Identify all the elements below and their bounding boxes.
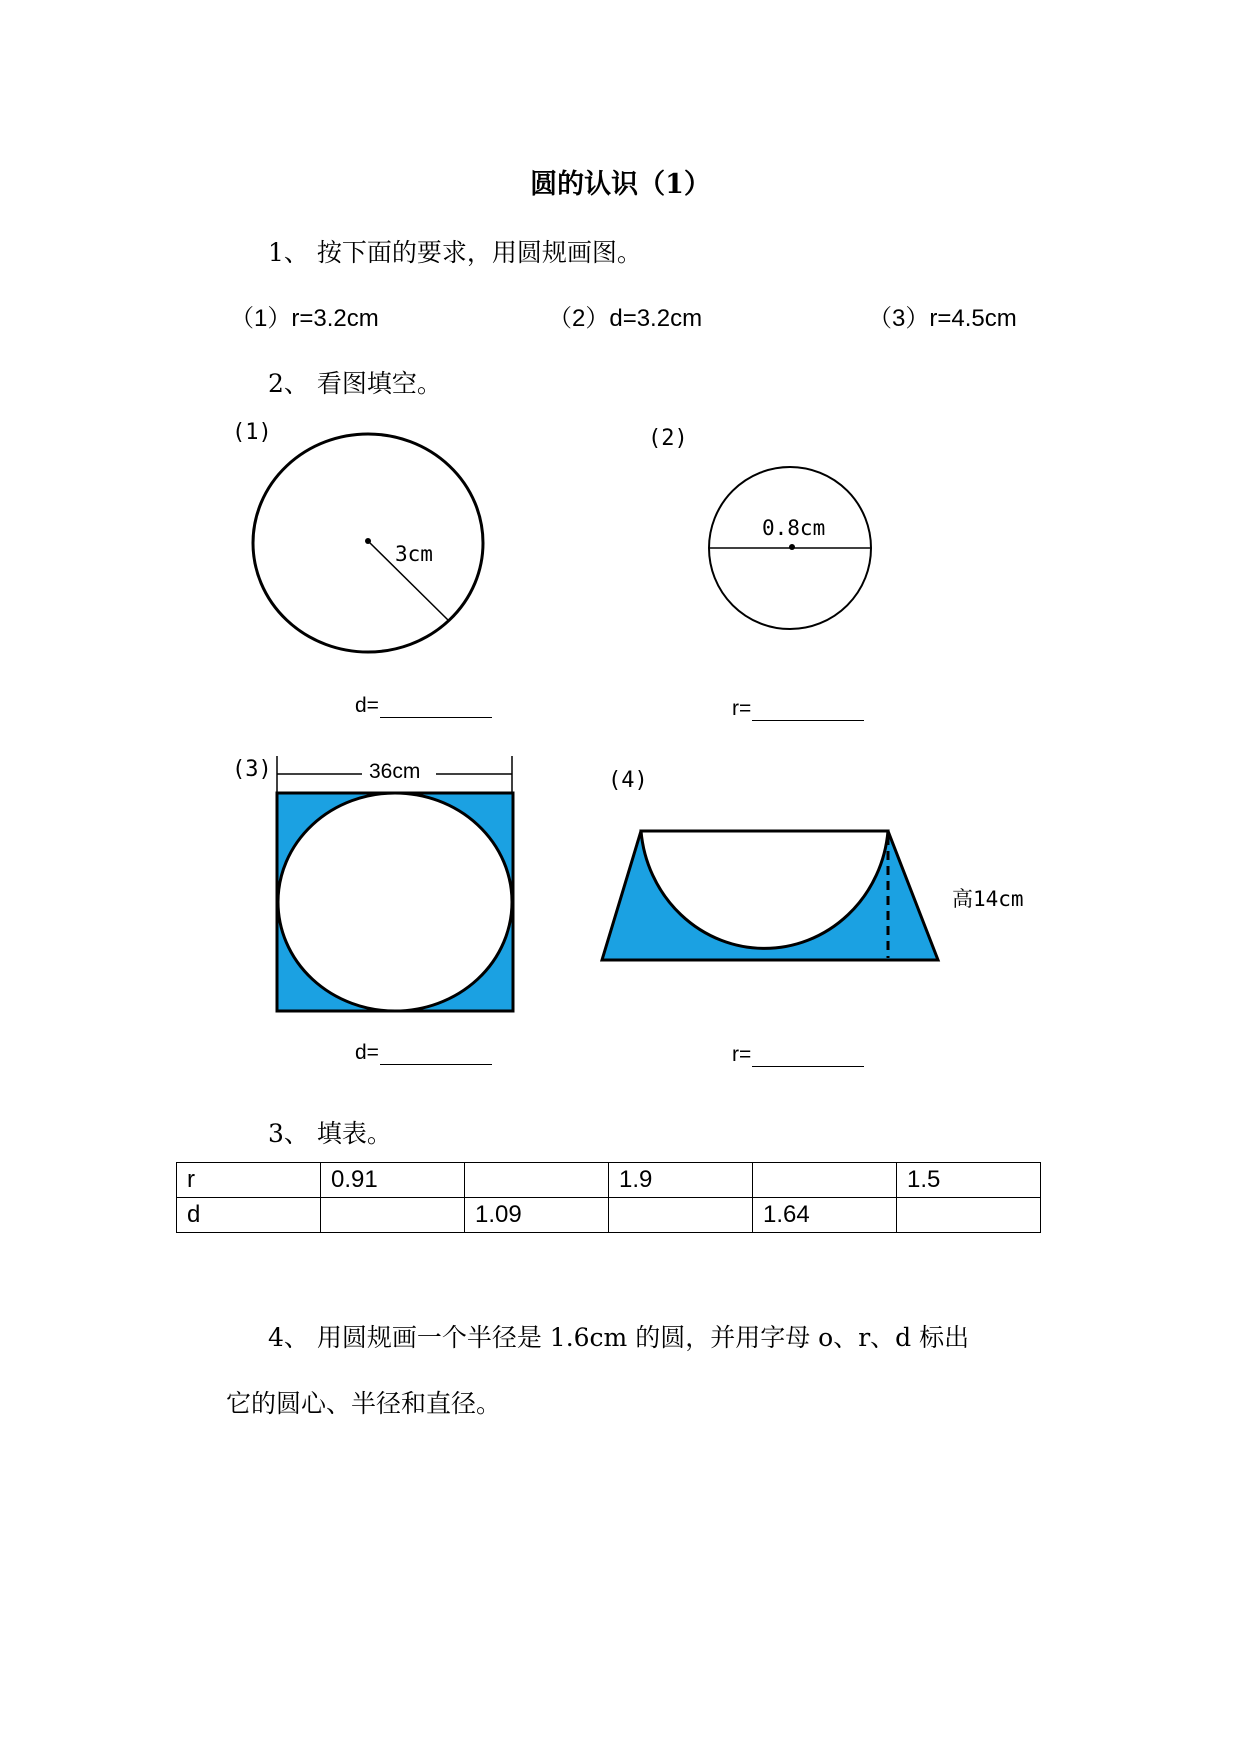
fig4-measure: 高14cm: [952, 887, 1024, 911]
fig1-answer: [355, 694, 492, 718]
fig3-label: (3): [232, 757, 272, 782]
table-cell: 1.9: [609, 1163, 753, 1198]
table-cell: 1.09: [465, 1198, 609, 1233]
fig3-answer: [355, 1041, 492, 1065]
table-row-r: [177, 1163, 1041, 1198]
fig2-center-dot: [789, 544, 795, 550]
fig1-answer-blank[interactable]: [380, 697, 492, 718]
fig2-measure: 0.8cm: [762, 516, 826, 540]
table-cell: r: [177, 1163, 321, 1198]
fig2-label: (2): [648, 426, 688, 451]
question-2: 2、 看图填空。: [268, 369, 442, 398]
fig1-label: (1): [232, 420, 272, 445]
question-1: 1、 按下面的要求，用圆规画图。: [268, 238, 642, 267]
table-cell-blank[interactable]: [465, 1163, 609, 1198]
table-cell-blank[interactable]: [753, 1163, 897, 1198]
fig2-answer-blank[interactable]: [752, 700, 864, 721]
q1-item-2: （2）d=3.2cm: [548, 305, 703, 332]
fig3-answer-blank[interactable]: [380, 1044, 492, 1065]
question-3: 3、 填表。: [268, 1119, 392, 1148]
q1-item-3: （3）r=4.5cm: [868, 305, 1017, 332]
table-cell: d: [177, 1198, 321, 1233]
fig2-answer: [732, 697, 864, 721]
table-cell-blank[interactable]: [609, 1198, 753, 1233]
table-cell: 1.5: [897, 1163, 1041, 1198]
fig4-label: (4): [608, 768, 648, 793]
fig3-circle: [278, 793, 512, 1011]
table-cell-blank[interactable]: [897, 1198, 1041, 1233]
page-title: 圆的认识（1）: [530, 169, 711, 200]
table-cell: 1.64: [753, 1198, 897, 1233]
fig1-measure: 3cm: [395, 542, 433, 566]
question-4-line-2: 它的圆心、半径和直径。: [226, 1389, 502, 1418]
question-4-line-1: 4、 用圆规画一个半径是 1.6cm 的圆，并用字母 o、r、d 标出: [268, 1323, 970, 1352]
fig4-answer: [732, 1043, 864, 1067]
fig3-answer-label: d=: [355, 1041, 379, 1064]
fig4-answer-blank[interactable]: [752, 1046, 864, 1067]
table-cell: 0.91: [321, 1163, 465, 1198]
q1-item-1: （1）r=3.2cm: [230, 305, 379, 332]
fig2-answer-label: r=: [732, 697, 752, 720]
table-row-d: [177, 1198, 1041, 1233]
fig1-answer-label: d=: [355, 694, 379, 717]
fig3-measure: 36cm: [369, 760, 421, 783]
fig4-answer-label: r=: [732, 1043, 752, 1066]
fill-table: [176, 1162, 1041, 1233]
table-cell-blank[interactable]: [321, 1198, 465, 1233]
